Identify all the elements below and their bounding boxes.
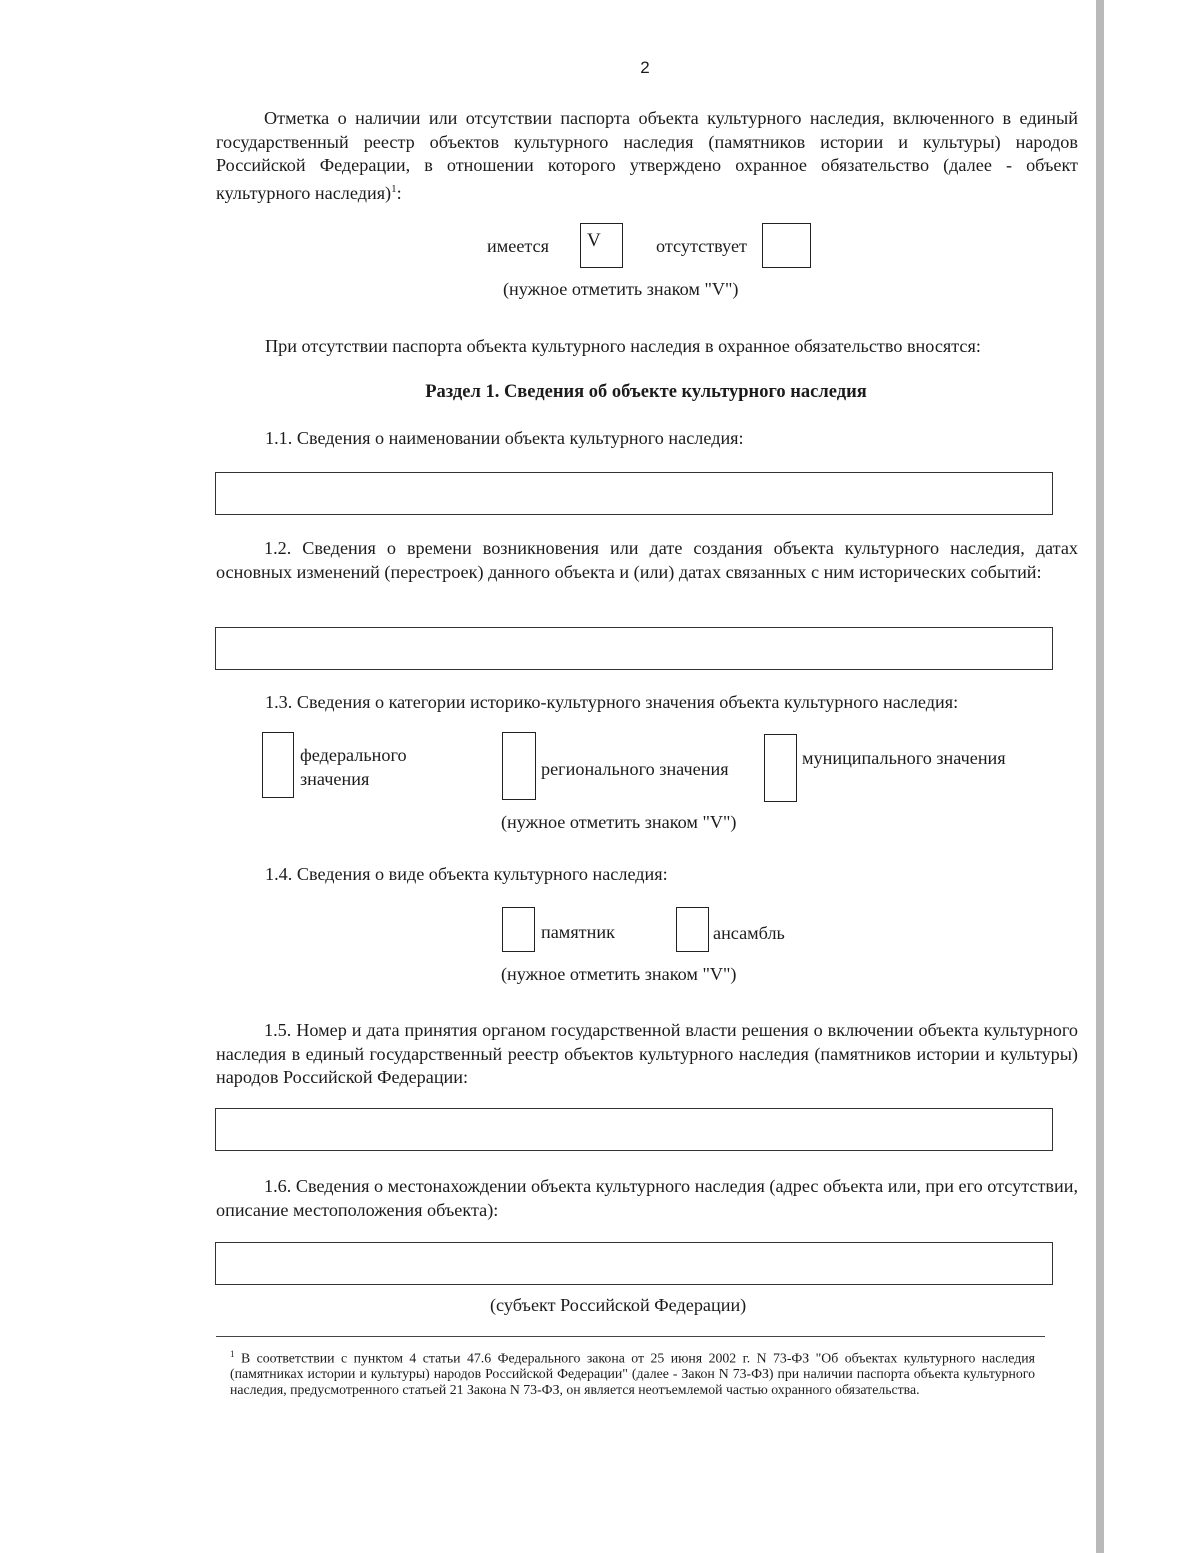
passport-absent-label: отсутствует (656, 236, 747, 256)
footnote-separator (216, 1336, 1045, 1337)
ensemble-label: ансамбль (713, 923, 785, 943)
footnote-marker: 1 (230, 1349, 235, 1359)
scan-edge (1096, 0, 1104, 1553)
location-field[interactable] (215, 1242, 1053, 1285)
footnote (230, 1347, 1035, 1397)
regional-label: регионального значения (541, 759, 729, 779)
footnote-ref: 1 (391, 182, 397, 195)
regional-checkbox[interactable] (502, 732, 536, 800)
object-dates-field[interactable] (215, 627, 1053, 670)
monument-checkbox[interactable] (502, 907, 535, 952)
category-hint: (нужное отметить знаком "V") (501, 812, 737, 832)
subject-caption: (субъект Российской Федерации) (490, 1295, 747, 1315)
municipal-checkbox[interactable] (764, 734, 797, 802)
intro-tail: : (396, 182, 402, 203)
ensemble-checkbox[interactable] (676, 907, 709, 952)
passport-has-checkbox[interactable]: V (580, 223, 623, 268)
section-1-3-label: 1.3. Сведения о категории историко-культурного значения объекта культурного наследия: (265, 692, 959, 712)
kind-hint: (нужное отметить знаком "V") (501, 964, 737, 984)
registry-decision-field[interactable] (215, 1108, 1053, 1151)
page-number: 2 (640, 58, 650, 77)
passport-intro-text: Отметка о наличии или отсутствии паспорта объекта культурного наследия, включенного в единый государственный реестр объектов культурного наследия (памятников истории и культуры) народов Российской Федерации, в отношении которого утверждено охранное обязательство (далее - объект культурного наследия) (216, 108, 1078, 203)
section-title: Раздел 1. Сведения об объекте культурного наследия (425, 382, 867, 402)
federal-checkbox[interactable] (262, 732, 294, 798)
passport-intro-paragraph (216, 107, 1078, 205)
municipal-label: муниципального значения (802, 748, 1006, 768)
passport-absent-checkbox[interactable] (762, 223, 811, 268)
object-name-field[interactable] (215, 472, 1053, 515)
passport-has-label: имеется (487, 236, 549, 256)
passport-hint: (нужное отметить знаком "V") (503, 279, 739, 299)
absence-note: При отсутствии паспорта объекта культурного наследия в охранное обязательство вносятся: (265, 336, 981, 356)
footnote-text: В соответствии с пунктом 4 статьи 47.6 Федерального закона от 25 июня 2002 г. N 73-ФЗ "Об объектах культурного наследия (памятниках истории и культуры) народов Российской Федерации" (далее - Закон N 73-ФЗ) при наличии паспорта объекта культурного наследия, предусмотренного статьей 21 Закона N 73-ФЗ, он является неотъемлемой частью охранного обязательства. (230, 1350, 1035, 1397)
federal-label-line2: значения (300, 768, 370, 789)
section-1-4-label: 1.4. Сведения о виде объекта культурного наследия: (265, 864, 668, 884)
monument-label: памятник (541, 922, 615, 942)
section-1-5-label: 1.5. Номер и дата принятия органом государственной власти решения о включении объекта культурного наследия в единый государственный реестр объектов культурного наследия (памятников истории и культуры) народов Российской Федерации: (216, 1020, 1078, 1087)
section-1-1-label: 1.1. Сведения о наименовании объекта культурного наследия: (265, 428, 744, 448)
federal-label-line1: федерального (300, 745, 407, 765)
federal-label (300, 744, 407, 791)
section-1-2-label: 1.2. Сведения о времени возникновения или дате создания объекта культурного наследия, датах основных изменений (перестроек) данного объекта и (или) датах связанных с ним исторических событий: (216, 538, 1078, 582)
section-1-6-label: 1.6. Сведения о местонахождении объекта культурного наследия (адрес объекта или, при его отсутствии, описание местоположения объекта): (216, 1176, 1078, 1220)
